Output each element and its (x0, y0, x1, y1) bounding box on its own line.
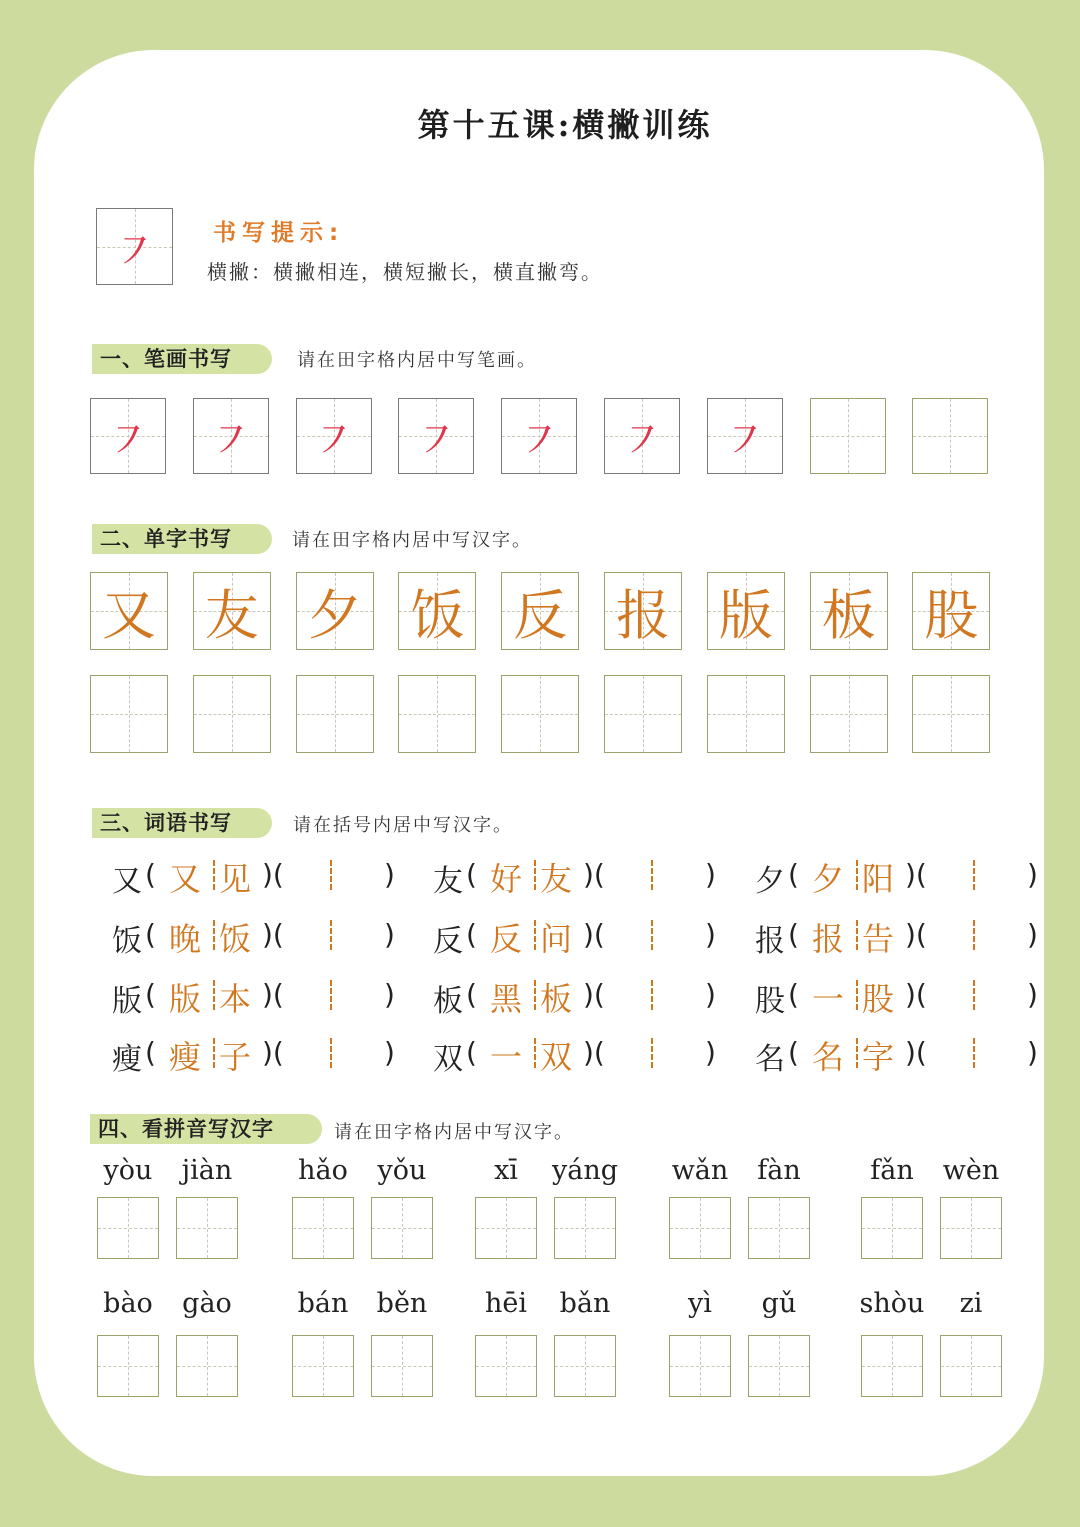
word-head-char: 报 (755, 924, 785, 959)
blank-divider (973, 860, 975, 890)
stroke-practice-cell[interactable] (810, 398, 886, 474)
answer-divider (856, 920, 858, 950)
word-head-char: 反 (433, 924, 463, 959)
blank-divider (330, 1038, 332, 1068)
word-answer (803, 854, 903, 900)
answer-blank[interactable] (608, 912, 708, 960)
stroke-model: ㇇ (414, 415, 459, 466)
pinyin-label: yì (688, 1288, 712, 1319)
blank-divider (651, 980, 653, 1010)
pinyin-label: yáng (551, 1155, 619, 1186)
tip-heading: 书写提示: (213, 220, 345, 246)
pinyin-practice-cell[interactable] (554, 1197, 616, 1259)
close-paren: ) (705, 858, 716, 891)
stroke-practice-cell[interactable] (193, 398, 269, 474)
word-head-char: 瘦 (112, 1042, 142, 1077)
answer-char: 问 (539, 920, 572, 958)
stroke-practice-cell[interactable] (296, 398, 372, 474)
open-paren: ( (788, 978, 799, 1011)
pinyin-label: yòu (103, 1155, 153, 1186)
stroke-practice-cell[interactable] (912, 398, 988, 474)
model-char-cell[interactable] (398, 572, 476, 650)
answer-char: 报 (811, 920, 844, 958)
mid-paren: )( (583, 978, 605, 1011)
blank-divider (330, 860, 332, 890)
open-paren: ( (788, 858, 799, 891)
answer-char: 阳 (861, 860, 894, 898)
mid-paren: )( (262, 918, 284, 951)
pinyin-practice-cell[interactable] (97, 1335, 159, 1397)
blank-divider (330, 920, 332, 950)
answer-divider (213, 980, 215, 1010)
word-item (433, 852, 743, 900)
answer-char: 友 (539, 860, 572, 898)
answer-blank[interactable] (287, 1030, 387, 1078)
answer-char: 饭 (218, 920, 251, 958)
pinyin-practice-cell[interactable] (371, 1335, 433, 1397)
pinyin-practice-cell[interactable] (292, 1197, 354, 1259)
answer-divider (534, 860, 536, 890)
answer-char: 名 (811, 1038, 844, 1076)
stroke-practice-cell[interactable] (604, 398, 680, 474)
model-char: 报 (616, 583, 670, 647)
char-practice-cell[interactable] (296, 675, 374, 753)
close-paren: ) (705, 918, 716, 951)
model-char-cell[interactable] (501, 572, 579, 650)
word-item (755, 852, 1065, 900)
model-char-cell[interactable] (90, 572, 168, 650)
word-item (433, 972, 743, 1020)
stroke-model: ㇇ (311, 415, 356, 466)
word-head-char: 又 (112, 864, 142, 899)
mid-paren: )( (905, 858, 927, 891)
answer-char: 股 (861, 980, 894, 1018)
blank-divider (973, 980, 975, 1010)
mid-paren: )( (262, 1036, 284, 1069)
answer-char: 字 (861, 1038, 894, 1076)
answer-char: 黑 (489, 980, 522, 1018)
mid-paren: )( (583, 858, 605, 891)
open-paren: ( (145, 918, 156, 951)
answer-divider (534, 1038, 536, 1068)
word-answer (481, 1032, 581, 1078)
close-paren: ) (1027, 858, 1038, 891)
close-paren: ) (384, 918, 395, 951)
open-paren: ( (466, 918, 477, 951)
answer-char: 一 (489, 1038, 522, 1076)
close-paren: ) (705, 978, 716, 1011)
word-item (112, 1030, 422, 1078)
answer-char: 本 (218, 980, 251, 1018)
open-paren: ( (145, 978, 156, 1011)
model-char: 反 (513, 583, 568, 647)
page-title: 第十五课:横撇训练 (417, 106, 713, 144)
model-char: 板 (821, 583, 876, 647)
pinyin-label: běn (376, 1288, 428, 1319)
pinyin-practice-cell[interactable] (475, 1335, 537, 1397)
open-paren: ( (466, 1036, 477, 1069)
answer-char: 子 (218, 1038, 251, 1076)
word-answer (481, 974, 581, 1020)
model-char-cell[interactable] (810, 572, 888, 650)
pinyin-practice-cell[interactable] (292, 1335, 354, 1397)
char-practice-cell[interactable] (193, 675, 271, 753)
pinyin-practice-cell[interactable] (97, 1197, 159, 1259)
answer-char: 一 (811, 980, 844, 1018)
open-paren: ( (145, 1036, 156, 1069)
mid-paren: )( (905, 1036, 927, 1069)
blank-divider (330, 980, 332, 1010)
word-item (755, 972, 1065, 1020)
word-head-char: 名 (755, 1042, 785, 1077)
pinyin-practice-cell[interactable] (669, 1197, 731, 1259)
section4-label: 四、看拼音写汉字 (90, 1114, 322, 1144)
pinyin-label: wǎn (671, 1155, 729, 1186)
pinyin-label: wèn (942, 1155, 1000, 1186)
char-practice-cell[interactable] (398, 675, 476, 753)
section3-label: 三、词语书写 (92, 808, 272, 838)
char-practice-cell[interactable] (604, 675, 682, 753)
pinyin-label: hēi (484, 1288, 527, 1319)
word-answer (160, 1032, 260, 1078)
char-practice-cell[interactable] (810, 675, 888, 753)
mid-paren: )( (905, 918, 927, 951)
pinyin-practice-cell[interactable] (861, 1197, 923, 1259)
model-char: 版 (718, 583, 773, 647)
pinyin-label: fàn (757, 1155, 801, 1186)
stroke-practice-cell[interactable] (707, 398, 783, 474)
model-char-cell[interactable] (707, 572, 785, 650)
blank-divider (651, 1038, 653, 1068)
word-head-char: 股 (755, 984, 785, 1019)
pinyin-label: yǒu (377, 1155, 427, 1186)
blank-divider (651, 920, 653, 950)
answer-blank[interactable] (608, 972, 708, 1020)
stroke-model: ㇇ (722, 415, 767, 466)
stroke-practice-cell[interactable] (398, 398, 474, 474)
word-head-char: 饭 (112, 924, 142, 959)
mid-paren: )( (905, 978, 927, 1011)
answer-char: 双 (539, 1038, 572, 1076)
close-paren: ) (1027, 978, 1038, 1011)
word-answer (160, 914, 260, 960)
answer-char: 晚 (168, 920, 201, 958)
model-char: 股 (924, 583, 979, 647)
word-item (112, 852, 422, 900)
pinyin-label: gǔ (761, 1288, 797, 1319)
mid-paren: )( (583, 918, 605, 951)
word-item (112, 912, 422, 960)
pinyin-practice-cell[interactable] (554, 1335, 616, 1397)
model-char: 友 (204, 583, 259, 647)
model-char-cell[interactable] (912, 572, 990, 650)
word-head-char: 友 (433, 864, 463, 899)
answer-divider (856, 860, 858, 890)
pinyin-practice-cell[interactable] (861, 1335, 923, 1397)
pinyin-practice-cell[interactable] (176, 1197, 238, 1259)
stroke-practice-cell[interactable] (501, 398, 577, 474)
pinyin-label: bǎn (559, 1288, 611, 1319)
model-char-cell[interactable] (296, 572, 374, 650)
model-char: 饭 (410, 583, 465, 647)
word-answer (803, 914, 903, 960)
word-item (433, 1030, 743, 1078)
tip-stroke: ㇇ (112, 225, 157, 277)
tip-text: 横撇：横撇相连，横短撇长，横直撇弯。 (207, 260, 603, 284)
answer-char: 好 (489, 860, 522, 898)
answer-char: 板 (539, 980, 572, 1018)
stroke-model: ㇇ (106, 415, 150, 466)
close-paren: ) (384, 1036, 395, 1069)
stroke-practice-cell[interactable] (90, 398, 166, 474)
answer-divider (534, 920, 536, 950)
char-practice-cell[interactable] (90, 675, 168, 753)
pinyin-label: fǎn (870, 1155, 914, 1186)
close-paren: ) (1027, 918, 1038, 951)
answer-blank[interactable] (287, 852, 387, 900)
section2-label: 二、单字书写 (92, 524, 272, 554)
answer-divider (856, 980, 858, 1010)
pinyin-label: bán (297, 1288, 349, 1319)
section1-label: 一、笔画书写 (92, 344, 272, 374)
pinyin-label: bào (103, 1288, 153, 1319)
tip-stroke-box (96, 208, 173, 285)
answer-char: 瘦 (168, 1038, 201, 1076)
pinyin-label: jiàn (181, 1155, 233, 1186)
pinyin-practice-cell[interactable] (475, 1197, 537, 1259)
answer-char: 版 (168, 980, 201, 1018)
stroke-model: ㇇ (620, 415, 664, 466)
pinyin-practice-cell[interactable] (748, 1197, 810, 1259)
word-item (755, 1030, 1065, 1078)
model-char-cell[interactable] (193, 572, 271, 650)
word-head-char: 双 (433, 1042, 463, 1077)
answer-blank[interactable] (930, 912, 1030, 960)
open-paren: ( (788, 1036, 799, 1069)
pinyin-practice-cell[interactable] (176, 1335, 238, 1397)
answer-char: 告 (861, 920, 894, 958)
open-paren: ( (466, 858, 477, 891)
open-paren: ( (788, 918, 799, 951)
answer-blank[interactable] (287, 912, 387, 960)
pinyin-practice-cell[interactable] (748, 1335, 810, 1397)
open-paren: ( (466, 978, 477, 1011)
answer-divider (213, 860, 215, 890)
mid-paren: )( (262, 858, 284, 891)
word-answer (481, 854, 581, 900)
mid-paren: )( (262, 978, 284, 1011)
word-item (433, 912, 743, 960)
word-item (112, 972, 422, 1020)
stroke-model: ㇇ (517, 415, 562, 466)
blank-divider (973, 1038, 975, 1068)
word-answer (160, 974, 260, 1020)
pinyin-label: shòu (859, 1288, 925, 1319)
blank-divider (973, 920, 975, 950)
char-practice-cell[interactable] (912, 675, 990, 753)
answer-blank[interactable] (287, 972, 387, 1020)
answer-blank[interactable] (930, 972, 1030, 1020)
answer-blank[interactable] (930, 852, 1030, 900)
section1-note: 请在田字格内居中写笔画。 (297, 350, 537, 371)
word-head-char: 板 (433, 984, 463, 1019)
word-answer (481, 914, 581, 960)
answer-divider (213, 1038, 215, 1068)
char-practice-cell[interactable] (707, 675, 785, 753)
model-char: 又 (102, 583, 156, 647)
pinyin-practice-cell[interactable] (371, 1197, 433, 1259)
answer-divider (534, 980, 536, 1010)
answer-char: 夕 (811, 860, 844, 898)
close-paren: ) (1027, 1036, 1038, 1069)
close-paren: ) (705, 1036, 716, 1069)
answer-divider (856, 1038, 858, 1068)
pinyin-label: zi (959, 1288, 983, 1319)
char-practice-cell[interactable] (501, 675, 579, 753)
word-answer (160, 854, 260, 900)
blank-divider (651, 860, 653, 890)
word-item (755, 912, 1065, 960)
section3-note: 请在括号内居中写汉字。 (293, 815, 513, 836)
word-head-char: 夕 (755, 864, 785, 899)
answer-char: 见 (218, 860, 251, 898)
pinyin-label: hǎo (298, 1155, 348, 1186)
pinyin-label: xī (494, 1155, 518, 1186)
pinyin-practice-cell[interactable] (940, 1335, 1002, 1397)
open-paren: ( (145, 858, 156, 891)
word-answer (803, 1032, 903, 1078)
answer-char: 反 (489, 920, 522, 958)
model-char-cell[interactable] (604, 572, 682, 650)
close-paren: ) (384, 978, 395, 1011)
stroke-model: ㇇ (208, 415, 253, 466)
section2-note: 请在田字格内居中写汉字。 (292, 530, 532, 551)
answer-char: 又 (168, 860, 201, 898)
pinyin-practice-cell[interactable] (669, 1335, 731, 1397)
answer-blank[interactable] (930, 1030, 1030, 1078)
word-answer (803, 974, 903, 1020)
pinyin-label: gào (182, 1288, 232, 1319)
answer-divider (213, 920, 215, 950)
word-head-char: 版 (112, 984, 142, 1019)
close-paren: ) (384, 858, 395, 891)
answer-blank[interactable] (608, 852, 708, 900)
mid-paren: )( (583, 1036, 605, 1069)
pinyin-practice-cell[interactable] (940, 1197, 1002, 1259)
model-char: 夕 (307, 583, 362, 647)
section4-note: 请在田字格内居中写汉字。 (334, 1122, 574, 1143)
answer-blank[interactable] (608, 1030, 708, 1078)
